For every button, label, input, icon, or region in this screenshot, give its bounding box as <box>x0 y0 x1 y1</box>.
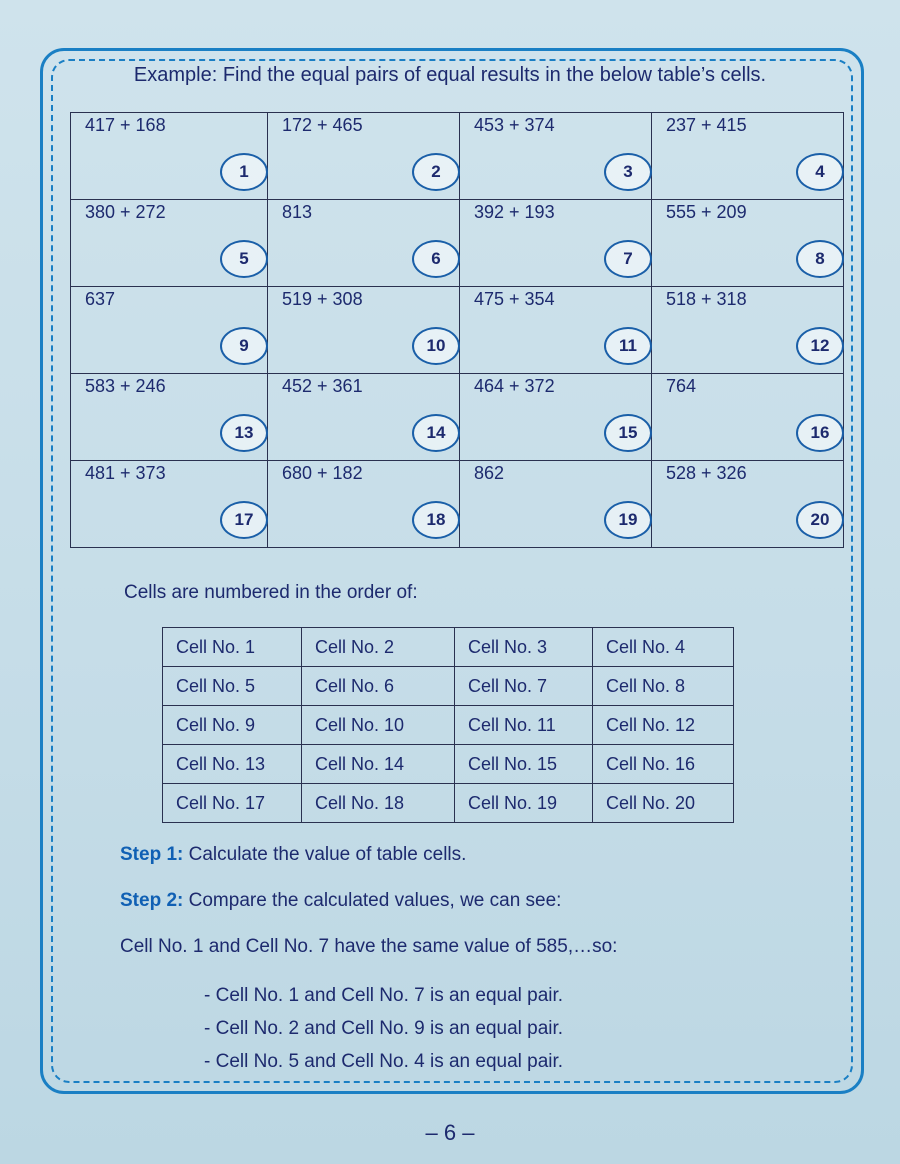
summary-text: Cell No. 1 and Cell No. 7 have the same value of 585,…so: <box>120 936 618 957</box>
cell-expression: 862 <box>474 463 505 483</box>
order-cell: Cell No. 4 <box>593 628 734 667</box>
cell-expression: 528 + 326 <box>666 463 747 483</box>
cell-order-table <box>162 627 734 823</box>
order-cell: Cell No. 18 <box>302 784 455 823</box>
table-row <box>163 706 734 745</box>
order-cell: Cell No. 10 <box>302 706 455 745</box>
order-cell: Cell No. 8 <box>593 667 734 706</box>
table-cell <box>71 287 268 374</box>
table-cell <box>71 200 268 287</box>
order-cell: Cell No. 14 <box>302 745 455 784</box>
order-cell: Cell No. 13 <box>163 745 302 784</box>
cell-expression: 453 + 374 <box>474 115 555 135</box>
cell-number-badge: 3 <box>604 153 652 191</box>
order-cell: Cell No. 16 <box>593 745 734 784</box>
table-cell <box>268 113 460 200</box>
step-2-label: Step 2: <box>120 890 184 911</box>
table-row <box>163 628 734 667</box>
cell-number-badge: 10 <box>412 327 460 365</box>
cell-number-badge: 2 <box>412 153 460 191</box>
cell-number-badge: 16 <box>796 414 844 452</box>
table-cell <box>460 287 652 374</box>
order-cell: Cell No. 19 <box>455 784 593 823</box>
step-1-text: Calculate the value of table cells. <box>183 844 467 865</box>
cell-number-badge: 4 <box>796 153 844 191</box>
page-number: – 6 – <box>425 1120 475 1145</box>
cell-number-badge: 9 <box>220 327 268 365</box>
cell-expression: 172 + 465 <box>282 115 363 135</box>
table-row <box>163 745 734 784</box>
table-cell <box>268 287 460 374</box>
table-cell <box>71 374 268 461</box>
table-cell <box>460 200 652 287</box>
expression-table <box>70 112 844 548</box>
cell-expression: 637 <box>85 289 116 309</box>
table-cell <box>268 374 460 461</box>
table-cell <box>652 461 844 548</box>
table-cell <box>460 113 652 200</box>
cell-number-badge: 5 <box>220 240 268 278</box>
order-cell: Cell No. 15 <box>455 745 593 784</box>
cell-number-badge: 12 <box>796 327 844 365</box>
pair-item: - Cell No. 2 and Cell No. 9 is an equal pair. <box>204 1018 564 1039</box>
cell-number-badge: 15 <box>604 414 652 452</box>
cell-expression: 518 + 318 <box>666 289 747 309</box>
cell-expression: 417 + 168 <box>85 115 166 135</box>
cell-number-badge: 11 <box>604 327 652 365</box>
table-cell <box>460 461 652 548</box>
pair-item: - Cell No. 5 and Cell No. 4 is an equal pair. <box>204 1051 564 1072</box>
table-row <box>71 200 844 287</box>
cell-expression: 680 + 182 <box>282 463 363 483</box>
order-cell: Cell No. 3 <box>455 628 593 667</box>
cell-expression: 481 + 373 <box>85 463 166 483</box>
table-cell <box>652 374 844 461</box>
order-cell: Cell No. 9 <box>163 706 302 745</box>
cell-expression: 237 + 415 <box>666 115 747 135</box>
table-row <box>71 461 844 548</box>
table-cell <box>460 374 652 461</box>
step-1-label: Step 1: <box>120 844 184 865</box>
cell-expression: 464 + 372 <box>474 376 555 396</box>
table-cell <box>268 461 460 548</box>
cell-number-badge: 6 <box>412 240 460 278</box>
order-cell: Cell No. 17 <box>163 784 302 823</box>
order-cell: Cell No. 7 <box>455 667 593 706</box>
cell-expression: 452 + 361 <box>282 376 363 396</box>
cell-expression: 380 + 272 <box>85 202 166 222</box>
cell-expression: 475 + 354 <box>474 289 555 309</box>
order-cell: Cell No. 11 <box>455 706 593 745</box>
cell-number-badge: 19 <box>604 501 652 539</box>
cell-number-badge: 1 <box>220 153 268 191</box>
cell-expression: 392 + 193 <box>474 202 555 222</box>
cell-number-badge: 8 <box>796 240 844 278</box>
order-cell: Cell No. 2 <box>302 628 455 667</box>
cell-expression: 813 <box>282 202 313 222</box>
step-1 <box>120 844 466 866</box>
cell-number-badge: 20 <box>796 501 844 539</box>
order-cell: Cell No. 20 <box>593 784 734 823</box>
cell-number-badge: 17 <box>220 501 268 539</box>
table-row <box>71 287 844 374</box>
table-cell <box>268 200 460 287</box>
cell-expression: 519 + 308 <box>282 289 363 309</box>
order-label: Cells are numbered in the order of: <box>124 582 418 603</box>
pair-item: - Cell No. 1 and Cell No. 7 is an equal pair. <box>204 985 564 1006</box>
table-row <box>71 113 844 200</box>
cell-number-badge: 7 <box>604 240 652 278</box>
cell-expression: 555 + 209 <box>666 202 747 222</box>
cell-number-badge: 18 <box>412 501 460 539</box>
step-2-text: Compare the calculated values, we can see: <box>183 890 562 911</box>
order-cell: Cell No. 1 <box>163 628 302 667</box>
table-cell <box>652 113 844 200</box>
cell-number-badge: 13 <box>220 414 268 452</box>
table-cell <box>652 200 844 287</box>
order-cell: Cell No. 5 <box>163 667 302 706</box>
table-cell <box>652 287 844 374</box>
table-cell <box>71 113 268 200</box>
table-cell <box>71 461 268 548</box>
cell-expression: 764 <box>666 376 697 396</box>
table-row <box>163 667 734 706</box>
cell-expression: 583 + 246 <box>85 376 166 396</box>
table-row <box>71 374 844 461</box>
order-cell: Cell No. 6 <box>302 667 455 706</box>
step-2 <box>120 890 561 912</box>
cell-number-badge: 14 <box>412 414 460 452</box>
order-cell: Cell No. 12 <box>593 706 734 745</box>
example-title: Example: Find the equal pairs of equal results in the below table’s cells. <box>133 64 767 86</box>
table-row <box>163 784 734 823</box>
